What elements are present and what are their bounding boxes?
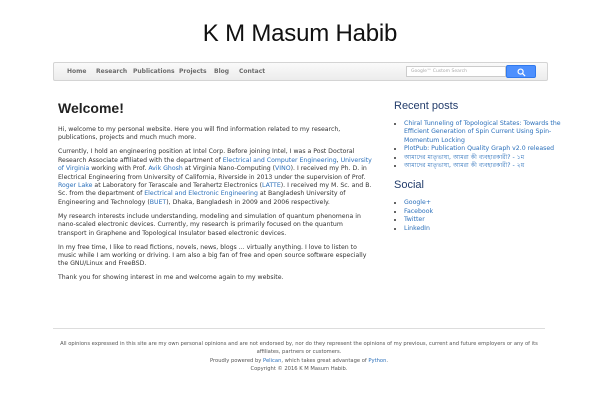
thanks-paragraph: Thank you for showing interest in me and welcome again to my website. [58, 274, 284, 282]
footer-copyright: Copyright © 2016 K M Masum Habib. [250, 366, 348, 373]
main-content [58, 126, 372, 288]
footer [53, 340, 545, 374]
list-item [404, 199, 569, 207]
intro-paragraph: Hi, welcome to my personal website. Here you will find information related to my research, publications, projects and much much more. [58, 126, 341, 142]
social-link-linkedin[interactable]: LinkedIn [404, 224, 430, 232]
social-heading: Social [394, 179, 424, 192]
recent-post-link[interactable]: Chiral Tunneling of Topological States: Towards the Efficient Generation of Spin Current Using Spin-Momentum Locking [404, 120, 561, 144]
social-link-twitter[interactable]: Twitter [404, 216, 425, 224]
nav-blog[interactable]: Blog [214, 68, 230, 75]
hobbies-paragraph: In my free time, I like to read fictions, novels, news, blogs ... virtually anything. I love to listen to music while I am working or driving. I am also a big fan of free and open source software especially the GNU/Linux and FreeBSD. [58, 243, 367, 268]
page-heading: Welcome! [58, 100, 124, 116]
footer-disclaimer: All opinions expressed in this site are my own personal opinions and are not endorsed by, nor do they represent the opinions of my previous, current and future employers or any of its affiliates, partners or customers. [60, 341, 538, 356]
nav-home[interactable]: Home [67, 68, 87, 75]
list-item [404, 154, 569, 162]
bio-paragraph: Currently, I hold an engineering position at Intel Corp. Before joining Intel, I was a Post Doctoral Research Associate affiliated with the department of Electrical and Computer Engineering, University of Virginia working with Prof. Avik Ghosh at Virginia Nano-Computing (VINO). I received my Ph. D. in Electrical Engineering from University of California, Riverside in 2013 under the supervision of Prof. Roger Lake at Laboratory for Terascale and Terahertz Electronics (LATTE). I received my M. Sc. and B. Sc. from the department of Electrical and Electronic Engineering at Bangladesh University of Engineering and Technology (BUET), Dhaka, Bangladesh in 2009 and 2006 respectively. [58, 148, 372, 206]
list-item [404, 162, 569, 170]
nav-contact[interactable]: Contact [239, 68, 266, 75]
list-item [404, 208, 569, 216]
site-title: K M Masum Habib [202, 20, 398, 47]
nav-publications[interactable]: Publications [133, 68, 175, 75]
search-input[interactable]: Google™ Custom Search [406, 66, 506, 77]
social-link-facebook[interactable]: Facebook [404, 207, 434, 215]
list-item [404, 216, 569, 224]
link-python[interactable]: Python [368, 357, 387, 364]
link-eee-department[interactable]: Electrical and Electronic Engineering [144, 190, 258, 198]
research-paragraph: My research interests include understanding, modeling and simulation of quantum phenomena in nano-scaled electronic devices. Currently, my research is primarily focused on the quantum transport in Graphene and Topological Insulator based electronic devices. [58, 212, 361, 237]
search-button[interactable] [506, 65, 536, 78]
social-list [394, 199, 569, 233]
recent-post-link[interactable]: PlotPub: Publication Quality Graph v2.0 released [404, 145, 555, 153]
link-avik-ghosh[interactable]: Avik Ghosh [148, 165, 183, 173]
link-roger-lake[interactable]: Roger Lake [58, 182, 93, 190]
link-pelican[interactable]: Pelican [263, 357, 282, 364]
link-buet[interactable]: BUET [149, 198, 167, 206]
list-item [404, 225, 569, 233]
nav-research[interactable]: Research [96, 68, 128, 75]
sidebar [394, 100, 569, 233]
recent-post-link[interactable]: আমাদের মাতৃভাষা, আমরা কী ব্যবহারকারী? - ১ম [404, 153, 525, 161]
recent-posts-list [394, 120, 569, 170]
link-university-of-virginia[interactable]: University of Virginia [58, 156, 372, 173]
link-vino[interactable]: VINO [275, 165, 291, 173]
link-ece-department[interactable]: Electrical and Computer Engineering [222, 156, 337, 164]
footer-divider [53, 328, 545, 329]
list-item [404, 120, 569, 145]
search-icon [517, 68, 526, 77]
footer-powered-by: Proudly powered by Pelican, which takes great advantage of Python. [209, 357, 389, 364]
list-item [404, 145, 569, 153]
social-link-google-plus[interactable]: Google+ [404, 199, 432, 207]
navbar [53, 62, 548, 81]
recent-posts-heading: Recent posts [394, 100, 459, 112]
recent-post-link[interactable]: আমাদের মাতৃভাষা, আমরা কী ব্যবহারকারী? - ২য় [404, 162, 525, 170]
nav-projects[interactable]: Projects [179, 68, 207, 75]
link-latte[interactable]: LATTE [262, 182, 281, 190]
